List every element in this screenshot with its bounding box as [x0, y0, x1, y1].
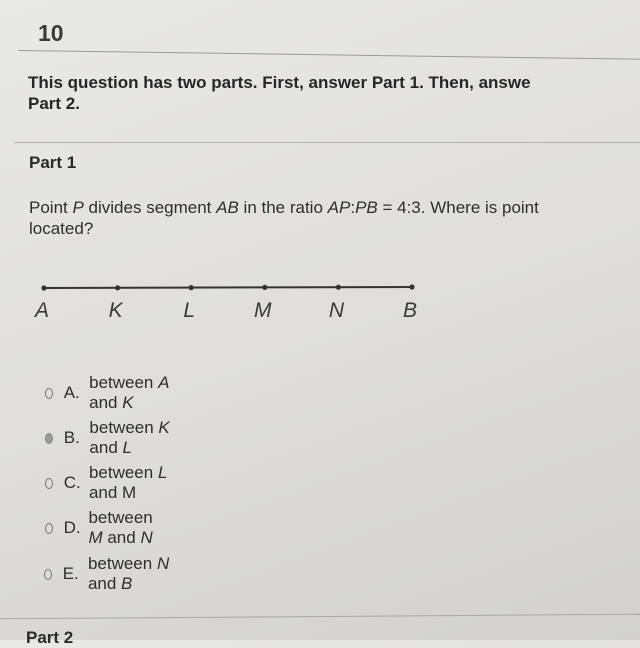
option-text-part: between: [88, 508, 153, 527]
option-text: [89, 463, 171, 503]
option-text-part: and: [89, 393, 123, 412]
option-text-part: between: [89, 373, 159, 392]
option-text-part: and: [102, 528, 141, 547]
q-seg: AB: [216, 198, 239, 217]
radio-button[interactable]: [45, 433, 53, 444]
part2-title: Part 2: [26, 628, 74, 647]
point-n-dot: [336, 285, 341, 290]
instructions-line-2: Part 2.: [28, 94, 80, 113]
option-text-part: A: [158, 373, 170, 392]
option-text-part: L: [122, 438, 132, 457]
option-text-part: and M: [88, 483, 137, 502]
option-text-part: between: [88, 463, 158, 482]
q-seg: Point: [29, 198, 73, 217]
option-text-part: K: [158, 418, 170, 437]
q-seg: = 4:3. Where is point: [377, 198, 539, 217]
option-a[interactable]: [45, 373, 171, 413]
option-text: [88, 554, 170, 594]
radio-button[interactable]: [44, 569, 52, 580]
point-n-label: N: [328, 299, 344, 322]
option-text: [88, 508, 171, 548]
option-letter: B.: [63, 428, 80, 447]
radio-button[interactable]: [45, 388, 53, 399]
option-text-part: M: [88, 528, 103, 547]
q-seg: AP: [327, 198, 351, 217]
option-text-part: and: [89, 438, 123, 457]
q-seg: :: [350, 198, 356, 217]
point-m-label: M: [254, 299, 272, 322]
point-k-label: K: [108, 299, 123, 322]
q-seg: in the ratio: [238, 198, 328, 217]
point-l-label: L: [183, 299, 196, 322]
part1-title: Part 1: [29, 153, 77, 172]
option-letter: A.: [63, 383, 80, 402]
question-line-2: located?: [29, 219, 94, 238]
q-seg: PB: [355, 198, 378, 217]
q-seg: P: [72, 198, 84, 217]
question-number: 10: [38, 20, 64, 46]
option-e[interactable]: [44, 554, 170, 594]
option-text-part: B: [121, 574, 133, 593]
option-text-part: between: [87, 554, 157, 573]
option-text-part: L: [157, 463, 168, 482]
number-line-segment: [44, 287, 413, 288]
instructions-line-1: This question has two parts. First, answer Part 1. Then, answe: [28, 73, 531, 92]
option-letter: E.: [62, 564, 79, 583]
option-text-part: and: [87, 574, 122, 593]
option-text-part: N: [156, 554, 170, 573]
radio-button[interactable]: [45, 523, 53, 534]
option-text-part: K: [122, 393, 134, 412]
option-text-part: between: [89, 418, 159, 437]
point-m-dot: [262, 285, 267, 290]
point-a-label: A: [34, 299, 50, 322]
radio-button[interactable]: [45, 478, 53, 489]
option-text-part: N: [140, 528, 153, 547]
point-b-dot: [409, 284, 414, 289]
point-l-dot: [189, 285, 194, 290]
q-seg: divides segment: [83, 198, 217, 217]
option-d[interactable]: [45, 508, 171, 548]
option-b[interactable]: [45, 418, 171, 458]
point-a-dot: [41, 285, 46, 290]
option-letter: D.: [63, 518, 81, 537]
point-b-label: B: [402, 299, 418, 322]
option-text: [89, 418, 171, 458]
point-k-dot: [115, 285, 120, 290]
option-c[interactable]: [45, 463, 171, 503]
option-text: [89, 373, 171, 413]
option-letter: C.: [63, 473, 81, 492]
